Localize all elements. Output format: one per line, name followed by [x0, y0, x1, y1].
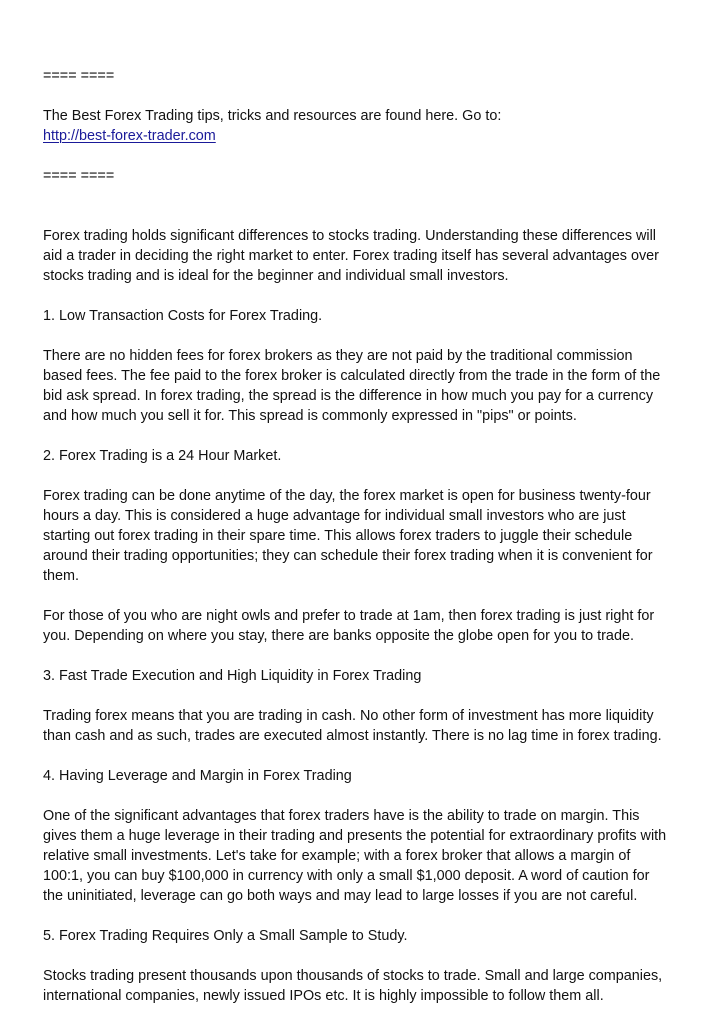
spacer: [43, 906, 693, 926]
paragraph-line: you. Depending on where you stay, there are banks opposite the globe open for you to trade.: [43, 628, 634, 644]
promo-link-line: [43, 126, 693, 146]
paragraph-line: aid a trader in deciding the right market to enter. Forex trading itself has several advantages over: [43, 248, 659, 264]
paragraph-line: international companies, newly issued IPOs etc. It is highly impossible to follow them all.: [43, 988, 604, 1004]
section-paragraph: [43, 346, 693, 426]
paragraph-line: Stocks trading present thousands upon thousands of stocks to trade. Small and large companies,: [43, 968, 663, 984]
section-heading: 5. Forex Trading Requires Only a Small Sample to Study.: [43, 928, 408, 944]
section-heading: 3. Fast Trade Execution and High Liquidity in Forex Trading: [43, 668, 422, 684]
paragraph-line: than cash and as such, trades are executed almost instantly. There is no lag time in forex trading.: [43, 728, 662, 744]
separator-top: ==== ====: [43, 68, 115, 84]
paragraph-line: bid ask spread. In forex trading, the spread is the difference in how much you pay for a currency: [43, 388, 654, 404]
section-heading: 4. Having Leverage and Margin in Forex Trading: [43, 768, 352, 784]
paragraph-line: gives them a huge leverage in their trading and presents the potential for extraordinary profits with: [43, 828, 667, 844]
paragraph-line: For those of you who are night owls and prefer to trade at 1am, then forex trading is just right for: [43, 608, 655, 624]
paragraph-line: relative small investments. Let's take for example; with a forex broker that allows a margin of: [43, 848, 631, 864]
spacer: [43, 786, 693, 806]
paragraph-line: There are no hidden fees for forex brokers as they are not paid by the traditional commission: [43, 348, 633, 364]
spacer: [43, 646, 693, 666]
paragraph-line: starting out forex trading in their spare time. This allows forex traders to juggle their schedule: [43, 528, 633, 544]
separator-bottom: ==== ====: [43, 168, 115, 184]
article-section: [43, 926, 693, 1006]
article-body: [43, 226, 693, 1006]
paragraph-line: Forex trading holds significant differences to stocks trading. Understanding these differences will: [43, 228, 657, 244]
article-section: [43, 446, 693, 646]
spacer: [43, 326, 693, 346]
paragraph-line: One of the significant advantages that forex traders have is the ability to trade on margin. This: [43, 808, 640, 824]
paragraph-line: Forex trading can be done anytime of the day, the forex market is open for business twenty-four: [43, 488, 651, 504]
paragraph-line: around their trading opportunities; they can schedule their forex trading when it is convenient for: [43, 548, 653, 564]
paragraph-line: based fees. The fee paid to the forex broker is calculated directly from the trade in the form of the: [43, 368, 661, 384]
section-heading: 1. Low Transaction Costs for Forex Trading.: [43, 308, 323, 324]
spacer: [43, 746, 693, 766]
paragraph-line: Trading forex means that you are trading in cash. No other form of investment has more liquidity: [43, 708, 654, 724]
spacer: [43, 86, 693, 106]
paragraph-line: stocks trading and is ideal for the beginner and individual small investors.: [43, 268, 509, 284]
intro-paragraph: [43, 226, 693, 286]
spacer: [43, 586, 693, 606]
paragraph-line: 100:1, you can buy $100,000 in currency with only a small $1,000 deposit. A word of caution for: [43, 868, 650, 884]
section-paragraph: [43, 806, 693, 906]
section-paragraph: [43, 486, 693, 586]
document-page: [43, 66, 693, 1006]
paragraph-line: hours a day. This is considered a huge advantage for individual small investors who are just: [43, 508, 626, 524]
promo-text: The Best Forex Trading tips, tricks and resources are found here. Go to:: [43, 108, 502, 124]
spacer: [43, 946, 693, 966]
spacer: [43, 146, 693, 166]
section-paragraph: [43, 966, 693, 1006]
section-paragraph: [43, 606, 693, 646]
article-section: [43, 306, 693, 426]
article-section: [43, 666, 693, 746]
spacer: [43, 426, 693, 446]
spacer: [43, 186, 693, 226]
spacer: [43, 466, 693, 486]
article-section: [43, 766, 693, 906]
spacer: [43, 286, 693, 306]
spacer: [43, 686, 693, 706]
section-paragraph: [43, 706, 693, 746]
paragraph-line: the uninitiated, leverage can go both ways and may lead to large losses if you are not careful.: [43, 888, 638, 904]
section-heading: 2. Forex Trading is a 24 Hour Market.: [43, 448, 282, 464]
paragraph-line: and how much you sell it for. This spread is commonly expressed in "pips" or points.: [43, 408, 577, 424]
promo-link[interactable]: http://best-forex-trader.com: [43, 128, 216, 144]
paragraph-line: them.: [43, 568, 79, 584]
